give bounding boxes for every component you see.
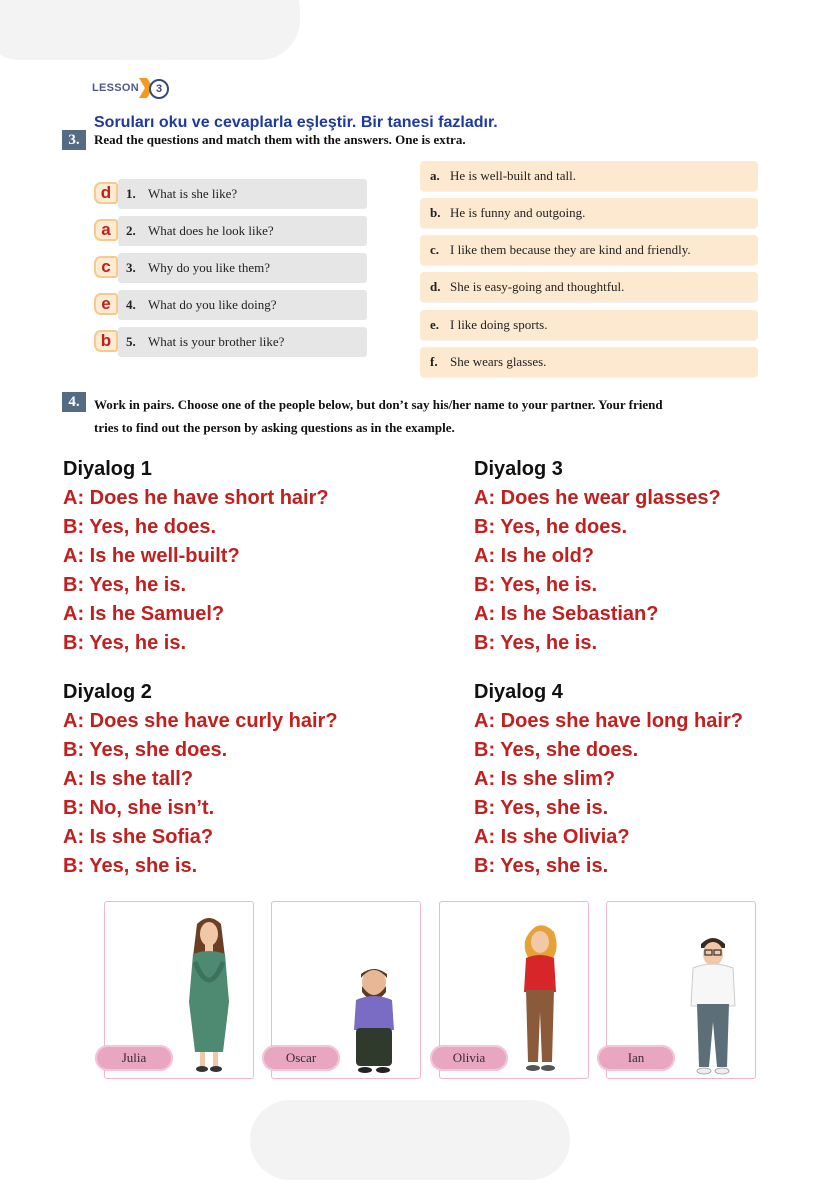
answer-option-letter: b. [430, 205, 441, 220]
dialog-line: A: Does he wear glasses? [474, 487, 721, 509]
watermark-shape [0, 0, 300, 60]
dialog-line: B: Yes, she is. [474, 855, 609, 877]
dialog-line: A: Is he Sebastian? [474, 603, 659, 625]
dialog-line: A: Is she Sofia? [63, 826, 214, 848]
dialog-1 [63, 455, 423, 658]
person-card-ian [606, 901, 756, 1079]
person-card-olivia [439, 901, 589, 1079]
dialog-title: Diyalog 3 [474, 458, 563, 480]
question-number: 5. [126, 334, 136, 349]
answer-option-text: He is well-built and tall. [450, 168, 577, 183]
dialog-3 [474, 455, 831, 658]
question-number: 1. [126, 186, 136, 201]
answer-letter-box[interactable]: a [94, 219, 118, 241]
dialog-line: B: Yes, she is. [63, 855, 198, 877]
answer-letter-box[interactable]: d [94, 182, 118, 204]
dialog-line: A: Is he Samuel? [63, 603, 225, 625]
person-name-tag: Julia [95, 1045, 173, 1071]
question-item [118, 216, 367, 246]
person-card-julia [104, 901, 254, 1079]
answer-option-text: She is easy-going and thoughtful. [450, 279, 625, 294]
answer-option-letter: a. [430, 168, 440, 183]
dialog-line: A: Is she Olivia? [474, 826, 630, 848]
question-item [118, 253, 367, 283]
question-text: What is your brother like? [148, 334, 285, 349]
dialog-line: B: Yes, he is. [474, 632, 598, 654]
question-text: What is she like? [148, 186, 238, 201]
person-name-tag: Olivia [430, 1045, 508, 1071]
question-text: What does he look like? [148, 223, 274, 238]
answer-letter-box[interactable]: b [94, 330, 118, 352]
lesson-header [92, 76, 165, 100]
answer-option-text: I like doing sports. [450, 317, 548, 332]
section-4-badge: 4. [62, 392, 86, 412]
answer-option-letter: e. [430, 317, 440, 332]
answer-option [420, 198, 758, 228]
answer-option-text: She wears glasses. [450, 354, 547, 369]
answer-option [420, 347, 758, 377]
question-number: 2. [126, 223, 136, 238]
answer-option [420, 272, 758, 302]
dialog-line: B: Yes, she is. [474, 797, 609, 819]
dialog-line: A: Does she have long hair? [474, 710, 743, 732]
question-number: 4. [126, 297, 136, 312]
answer-letter-box[interactable]: e [94, 293, 118, 315]
dialog-line: B: Yes, he is. [63, 574, 187, 596]
dialog-line: B: Yes, she does. [474, 739, 639, 761]
lesson-number: 3 [149, 79, 169, 99]
answer-option-text: I like them because they are kind and friendly. [450, 242, 691, 257]
watermark-shape [250, 1100, 570, 1180]
dialog-line: A: Is she slim? [474, 768, 616, 790]
dialog-line: A: Does she have curly hair? [63, 710, 338, 732]
question-text: What do you like doing? [148, 297, 277, 312]
dialog-line: A: Does he have short hair? [63, 487, 329, 509]
answer-option [420, 161, 758, 191]
dialog-line: B: Yes, she does. [63, 739, 228, 761]
dialog-line: B: Yes, he does. [474, 516, 628, 538]
answer-option-letter: c. [430, 242, 440, 257]
dialog-title: Diyalog 4 [474, 681, 563, 703]
answer-letter-box[interactable]: c [94, 256, 118, 278]
question-text: Why do you like them? [148, 260, 271, 275]
section-3-badge: 3. [62, 130, 86, 150]
dialog-line: A: Is he well-built? [63, 545, 240, 567]
dialog-line: B: Yes, he is. [474, 574, 598, 596]
dialog-title: Diyalog 2 [63, 681, 152, 703]
question-item [118, 179, 367, 209]
question-item [118, 290, 367, 320]
answer-option-letter: f. [430, 354, 438, 369]
person-name-tag: Oscar [262, 1045, 340, 1071]
question-number: 3. [126, 260, 136, 275]
answer-option [420, 235, 758, 265]
dialog-line: A: Is she tall? [63, 768, 194, 790]
lesson-x-icon [137, 76, 165, 100]
instruction-line: Work in pairs. Choose one of the people below, but don’t say his/her name to your partner. Your friend [94, 397, 663, 412]
answer-option-letter: d. [430, 279, 441, 294]
lesson-word: LESSON [92, 82, 140, 94]
dialog-line: B: Yes, he does. [63, 516, 217, 538]
person-name-tag: Ian [597, 1045, 675, 1071]
instruction-english: Read the questions and match them with the answers. One is extra. [94, 132, 466, 147]
answer-option-text: He is funny and outgoing. [450, 205, 586, 220]
question-item [118, 327, 367, 357]
dialog-4 [474, 678, 831, 881]
instruction-line: tries to find out the person by asking questions as in the example. [94, 420, 455, 435]
dialog-2 [63, 678, 423, 881]
person-card-oscar [271, 901, 421, 1079]
answer-option [420, 310, 758, 340]
dialog-line: A: Is he old? [474, 545, 594, 567]
dialog-title: Diyalog 1 [63, 458, 152, 480]
instruction-turkish: Soruları oku ve cevaplarla eşleştir. Bir tanesi fazladır. [94, 114, 498, 131]
section-4-instruction [94, 393, 774, 439]
dialog-line: B: Yes, he is. [63, 632, 187, 654]
dialog-line: B: No, she isn’t. [63, 797, 215, 819]
